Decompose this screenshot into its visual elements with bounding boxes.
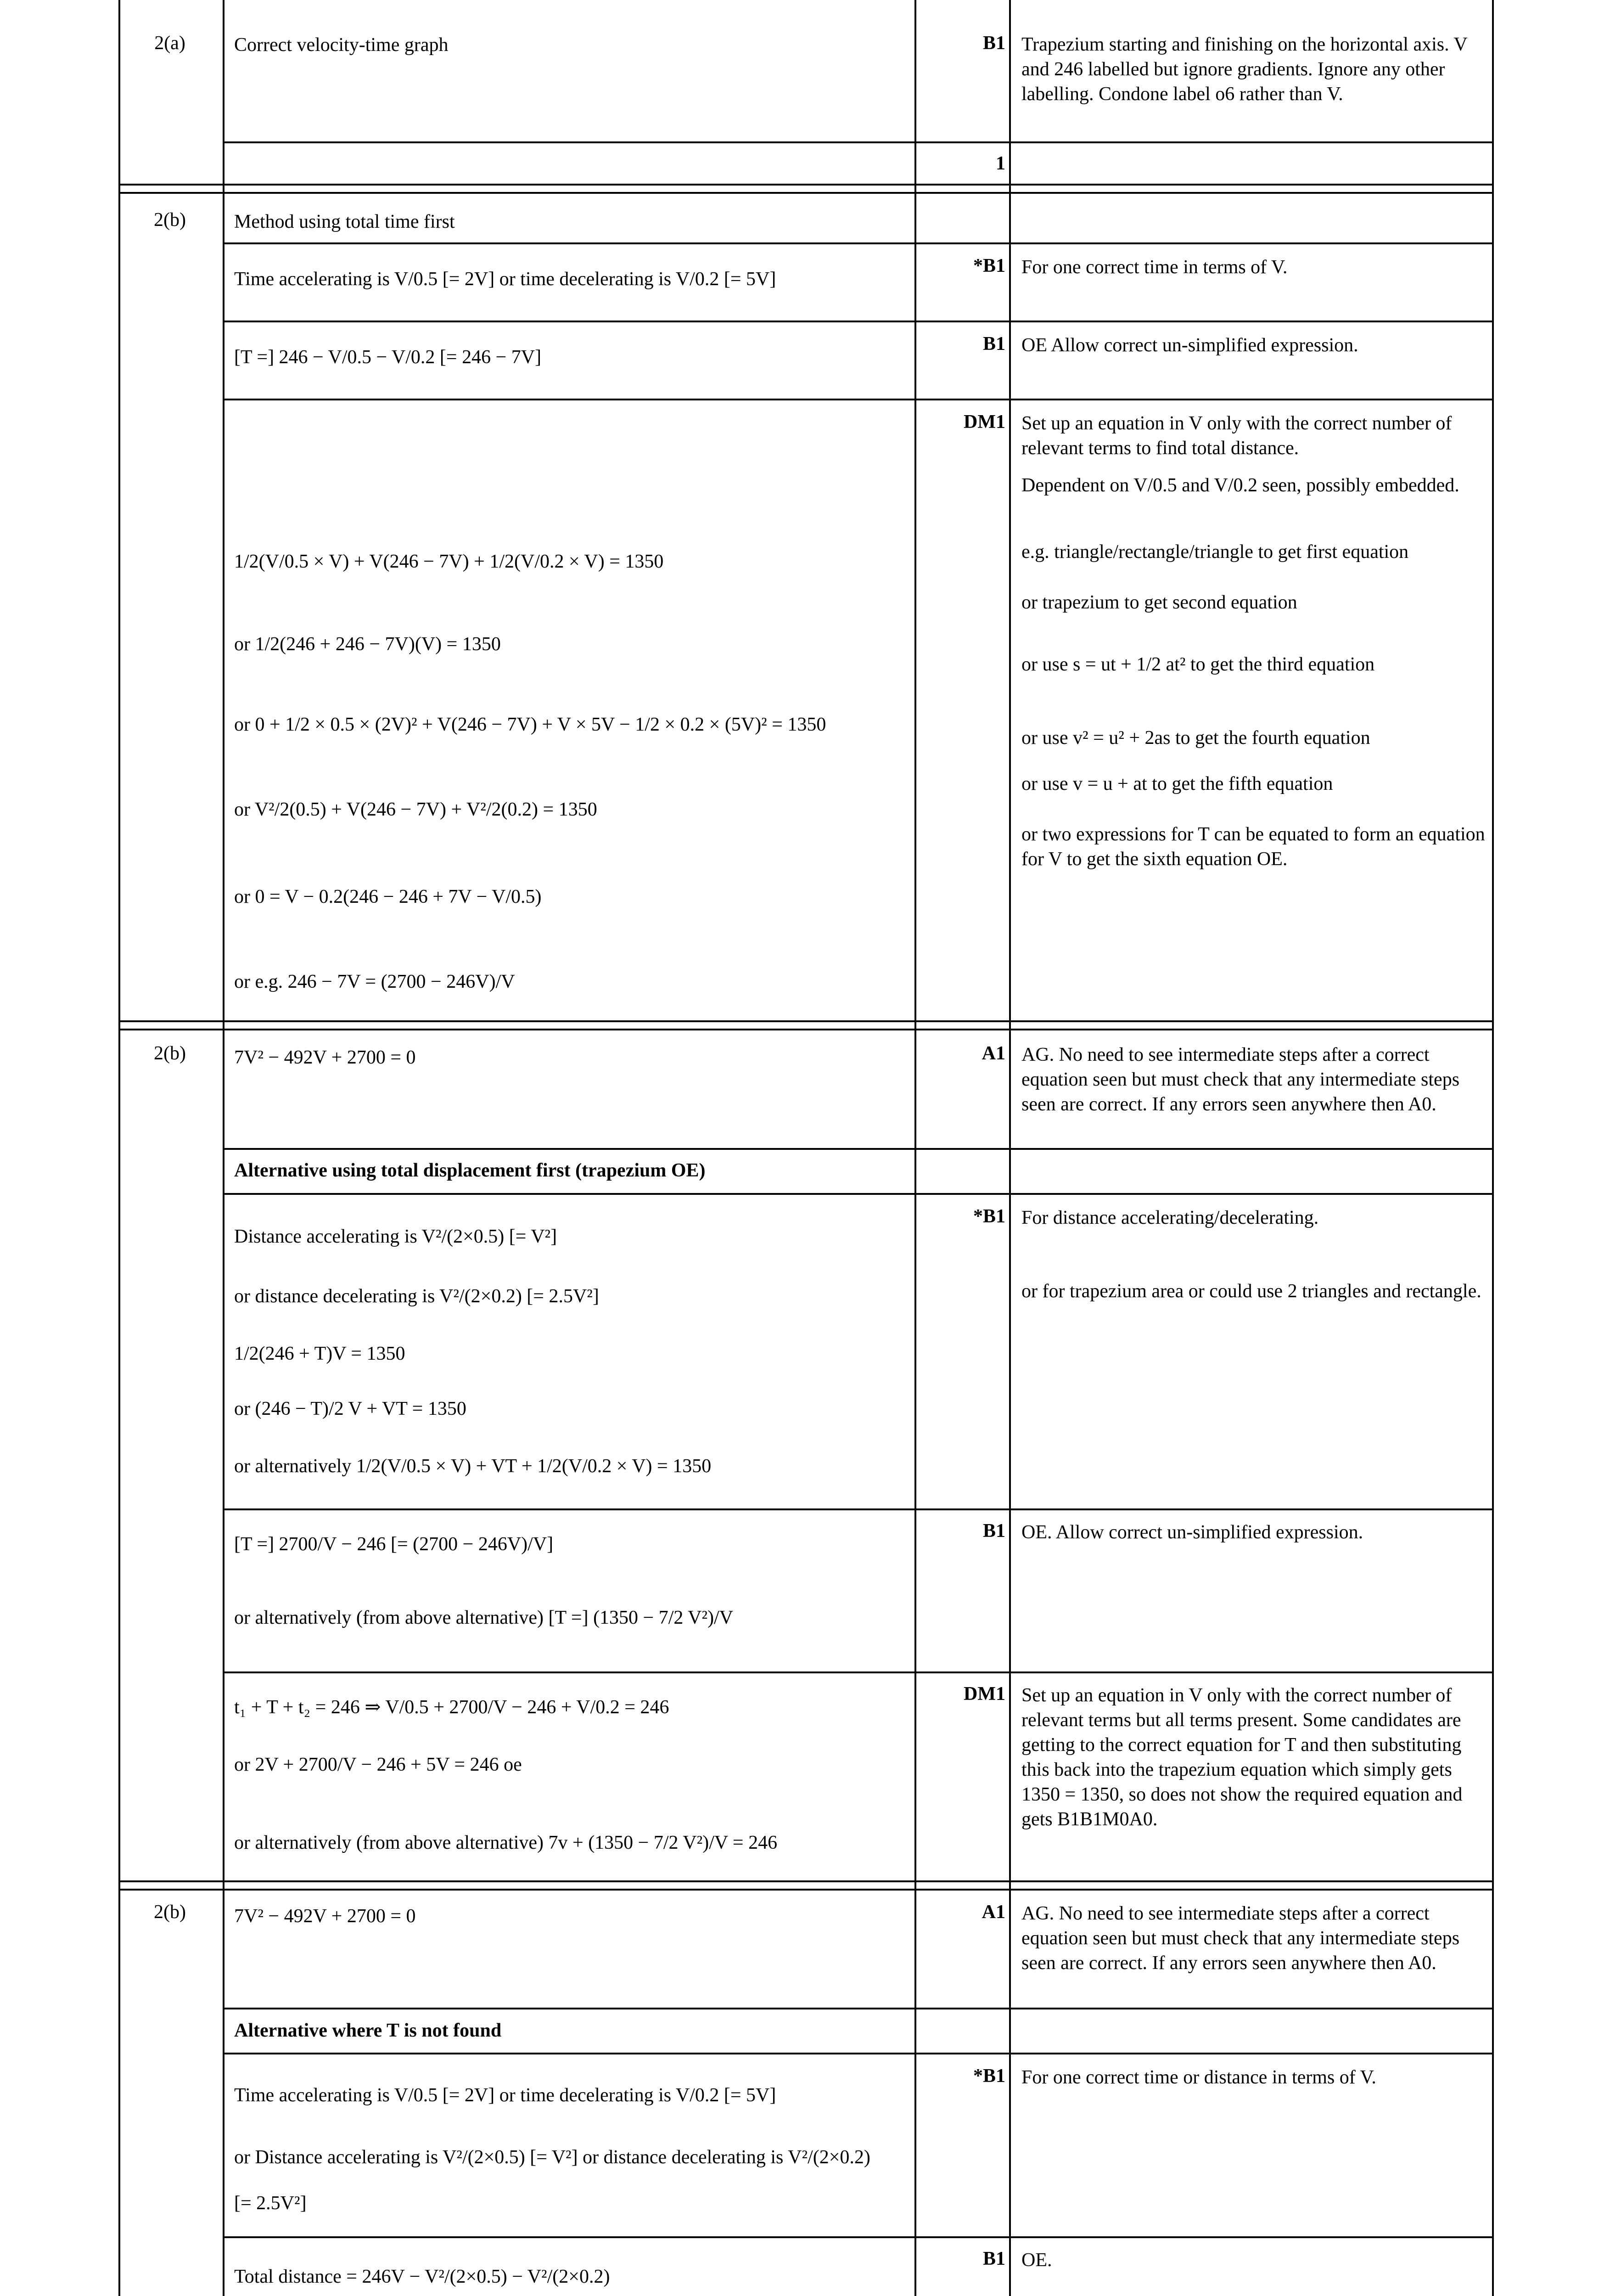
comment-text: OE. Allow correct un-simplified expression.: [1021, 1522, 1363, 1543]
comment-text: AG. No need to see intermediate steps after a correct equation seen but must check that any intermediate steps seen are correct. If any errors seen anywhere then A0.: [1021, 1044, 1460, 1115]
answer-line: or 0 + 1/2 × 0.5 × (2V)² + V(246 − 7V) + V × 5V − 1/2 × 0.2 × (5V)² = 1350: [234, 714, 826, 735]
mark-code: B1: [982, 1520, 1005, 1542]
question-number: 2(b): [154, 1902, 186, 1923]
answer-line: 1/2(246 + T)V = 1350: [234, 1343, 405, 1364]
comment-text: or use v = u + at to get the fifth equation: [1021, 773, 1333, 794]
row-divider: [223, 2053, 1494, 2054]
row-divider: [223, 242, 1494, 244]
answer-line: or distance decelerating is V²/(2×0.2) [= 2.5V²]: [234, 1286, 599, 1307]
answer-line: or 1/2(246 + 246 − 7V)(V) = 1350: [234, 634, 501, 655]
comment-text: OE Allow correct un-simplified expression.: [1021, 335, 1358, 356]
question-total: 1: [996, 153, 1005, 174]
row-divider: [223, 321, 1494, 322]
answer-line: or alternatively 1/2(V/0.5 × V) + VT + 1/2(V/0.2 × V) = 1350: [234, 1456, 712, 1477]
question-number: 2(a): [154, 33, 185, 54]
comment-text: or two expressions for T can be equated to form an equation for V to get the sixth equation OE.: [1021, 824, 1485, 870]
answer-line: or 0 = V − 0.2(246 − 246 + 7V − V/0.5): [234, 886, 542, 907]
comment-text: For one correct time or distance in terms of V.: [1021, 2067, 1376, 2088]
mark-code: A1: [982, 1043, 1005, 1064]
comment-text: or trapezium to get second equation: [1021, 592, 1297, 613]
mark-code: *B1: [973, 1206, 1005, 1227]
comment-text: e.g. triangle/rectangle/triangle to get first equation: [1021, 541, 1409, 563]
mark-code: *B1: [973, 2065, 1005, 2087]
row-divider: [223, 2008, 1494, 2009]
comment-text: or use s = ut + 1/2 at² to get the third equation: [1021, 654, 1375, 675]
comment-text: Trapezium starting and finishing on the horizontal axis. V and 246 labelled but ignore gradients. Ignore any other labelling. Condone label o6 rather than V.: [1021, 34, 1467, 105]
method-heading: Alternative where T is not found: [234, 2020, 502, 2041]
comment-text: or use v² = u² + 2as to get the fourth equation: [1021, 727, 1370, 748]
mark-code: B1: [982, 333, 1005, 355]
method-heading: Alternative using total displacement first (trapezium OE): [234, 1160, 706, 1181]
answer-text: Correct velocity-time graph: [234, 34, 449, 56]
comment-text: AG. No need to see intermediate steps after a correct equation seen but must check that any intermediate steps seen are correct. If any errors seen anywhere then A0.: [1021, 1903, 1460, 1974]
answer-line: Total distance = 246V − V²/(2×0.5) − V²/(2×0.2): [234, 2266, 610, 2287]
answer-line: or (246 − T)/2 V + VT = 1350: [234, 1398, 466, 1419]
answer-line: 7V² − 492V + 2700 = 0: [234, 1906, 416, 1927]
comment-text: or for trapezium area or could use 2 triangles and rectangle.: [1021, 1281, 1481, 1302]
answer-line: [T =] 2700/V − 246 [= (2700 − 246V)/V]: [234, 1534, 554, 1555]
comment-text: OE.: [1021, 2250, 1052, 2271]
answer-line: t₁ + T + t₂ = 246 ⇒ V/0.5 + 2700/V − 246 + V/0.2 = 246: [234, 1697, 669, 1718]
comment-text: Set up an equation in V only with the correct number of relevant terms but all terms present. Some candidates are getting to the correct equation for T and then substituting this back into the trapezium equation which simply gets 1350 = 1350, so does not show the required equation and gets B1B1M0A0.: [1021, 1685, 1463, 1830]
row-divider: [223, 1193, 1494, 1195]
row-divider: [223, 399, 1494, 400]
question-number: 2(b): [154, 209, 186, 231]
answer-line: Distance accelerating is V²/(2×0.5) [= V²]: [234, 1226, 557, 1247]
question-separator: [118, 1889, 1494, 1891]
row-divider: [223, 1148, 1494, 1150]
row-divider: [223, 2236, 1494, 2238]
answer-line: 1/2(V/0.5 × V) + V(246 − 7V) + 1/2(V/0.2 × V) = 1350: [234, 551, 664, 572]
answer-line: [= 2.5V²]: [234, 2193, 307, 2214]
question-separator: [118, 1880, 1494, 1882]
mark-code: DM1: [964, 1683, 1005, 1705]
answer-line: [T =] 246 − V/0.5 − V/0.2 [= 246 − 7V]: [234, 347, 542, 368]
answer-line: or Distance accelerating is V²/(2×0.5) [= V²] or distance decelerating is V²/(2×0.2): [234, 2147, 870, 2168]
mark-code: DM1: [964, 411, 1005, 433]
comment-text: Dependent on V/0.5 and V/0.2 seen, possibly embedded.: [1021, 475, 1459, 496]
mark-code: B1: [982, 2248, 1005, 2269]
answer-line: or 2V + 2700/V − 246 + 5V = 246 oe: [234, 1754, 522, 1775]
comment-text: For one correct time in terms of V.: [1021, 257, 1288, 278]
mark-code: B1: [982, 33, 1005, 54]
comment-text: Set up an equation in V only with the correct number of relevant terms to find total distance.: [1021, 413, 1452, 459]
mark-code: *B1: [973, 255, 1005, 276]
answer-line: or e.g. 246 − 7V = (2700 − 246V)/V: [234, 971, 515, 992]
question-number: 2(b): [154, 1043, 186, 1064]
question-separator: [118, 1029, 1494, 1030]
question-separator: [118, 192, 1494, 194]
question-separator: [118, 1020, 1494, 1022]
row-divider: [223, 141, 1494, 143]
method-heading: Method using total time first: [234, 211, 455, 232]
answer-line: Time accelerating is V/0.5 [= 2V] or time decelerating is V/0.2 [= 5V]: [234, 269, 776, 290]
answer-line: or V²/2(0.5) + V(246 − 7V) + V²/2(0.2) = 1350: [234, 799, 597, 820]
question-separator: [118, 184, 1494, 186]
answer-line: or alternatively (from above alternative) [T =] (1350 − 7/2 V²)/V: [234, 1607, 734, 1628]
answer-line: Time accelerating is V/0.5 [= 2V] or time decelerating is V/0.2 [= 5V]: [234, 2085, 776, 2106]
row-divider: [223, 1671, 1494, 1673]
table-border-left: [118, 0, 120, 2296]
answer-line: 7V² − 492V + 2700 = 0: [234, 1047, 416, 1068]
row-divider: [223, 1508, 1494, 1510]
answer-line: or alternatively (from above alternative) 7v + (1350 − 7/2 V²)/V = 246: [234, 1832, 778, 1853]
mark-code: A1: [982, 1902, 1005, 1923]
comment-text: For distance accelerating/decelerating.: [1021, 1207, 1319, 1228]
